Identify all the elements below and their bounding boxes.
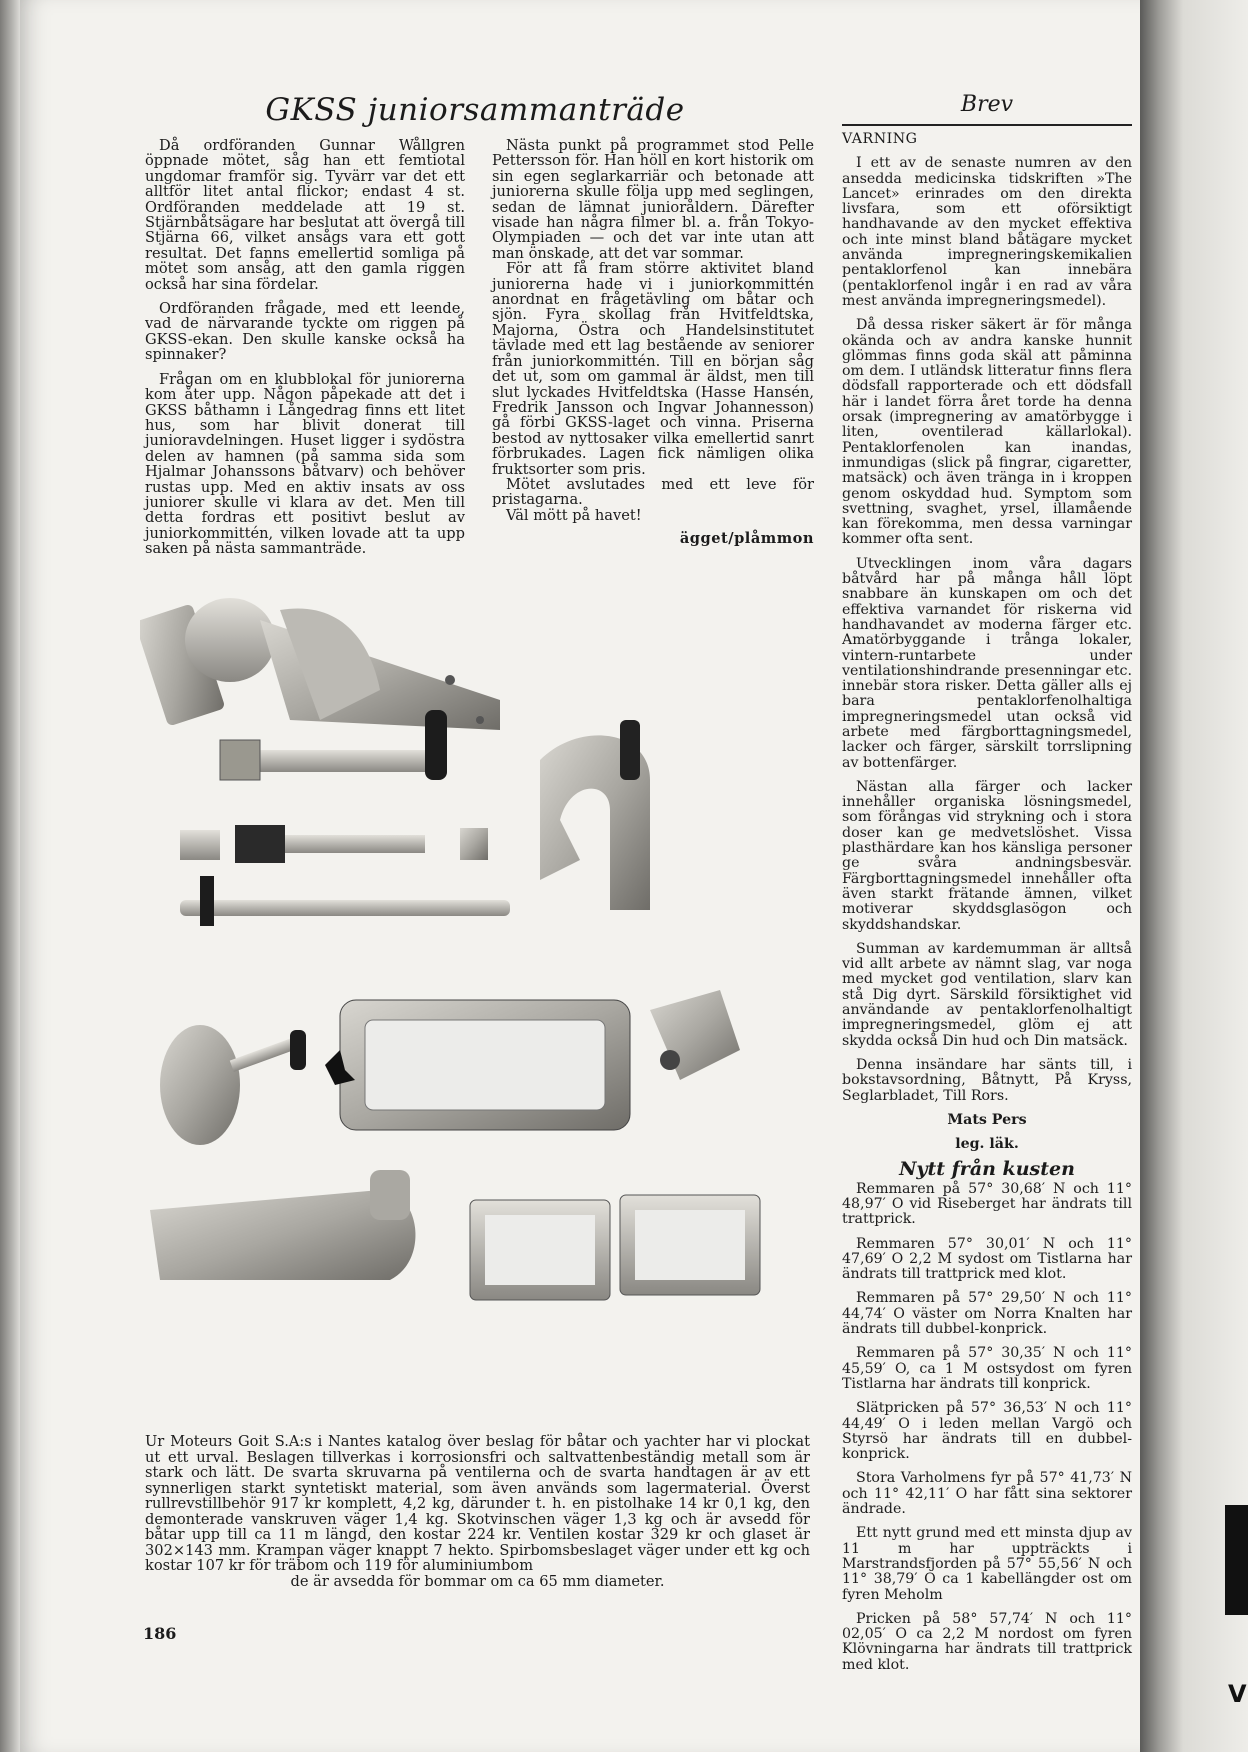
article-paragraph: Frågan om en klubblokal för juniorerna kom åter upp. Någon påpekade att det i GKSS båthamn i Långedrag finns ett litet hus, som har blivit donerat till junioravdelningen. Huset ligger i sydöstra delen av hamnen (på samma sida som Hjalmar Johanssons båtvarv) och behöver rustas upp. Med en aktiv insats av oss juniorer skulle vi klara av det. Men till detta fordras ett positivt beslut av juniorkommittén, vilken lovade att ta upp saken på nästa sammanträde.	[145, 370, 465, 558]
article-paragraph: Då ordföranden Gunnar Wållgren öppnade mötet, såg han ett femtiotal ungdomar framför sig. Tyvärr var det ett alltför litet antal flickor; endast 4 st. Ordföranden meddelade att 19 st. Stjärnbåtsägare har beslutat att övergå till Stjärna 66, vilket ansågs vara ett gott resultat. Det fanns emellertid somliga på mötet som ansåg, att den gamla riggen också har sina fördelar.	[145, 137, 465, 293]
letter-paragraph: Nästan alla färger och lacker innehåller organiska lösningsmedel, som förångas vid strykning och i stora doser kan ge medvetslöshet. Vissa plasthärdare kan hos känsliga personer ge svåra andningsbesvär. Färgborttagningsmedel innehåller ofta även starkt frätande ämnen, vilket motiverar skyddsglasögon och skyddshandskar.	[842, 778, 1132, 933]
small-cleat	[650, 990, 740, 1080]
article-signature: ägget/plåmmon	[679, 530, 814, 548]
ventilator-window	[325, 1000, 630, 1130]
coast-news-item: Remmaren 57° 30,01′ N och 11° 47,69′ O 2,2 M sydost om Tistlarna har ändrats till trattprick med klot.	[842, 1235, 1132, 1283]
article-title: GKSS juniorsammanträde	[265, 92, 685, 128]
hardware-photos	[140, 580, 820, 1410]
coast-news-item: Remmaren på 57° 30,35′ N och 11° 45,59′ O, ca 1 M ostsydost om fyren Tistlarna har ändrats till konprick.	[842, 1345, 1132, 1392]
pistol-hook	[540, 720, 650, 910]
letter-paragraph: Denna insändare har sänts till, i bokstavsordning, Båtnytt, På Kryss, Seglarbladet, Till Rors.	[842, 1056, 1132, 1104]
glass-frames	[470, 1195, 760, 1300]
facing-page-letter: V	[1228, 1680, 1247, 1708]
letter-paragraph: Utvecklingen inom våra dagars båtvård har på många håll löpt snabbare än kunskapen om och det effektiva varnandet för riskerna vid handhavandet av moderna färger etc. Amatörbyggande i trånga lokaler, vintern-runtarbete under ventilationshindrande presenningar etc. innebär stora risker. Detta gäller alls ej bara pentaklorfenolhaltiga impregneringsmedel utan också vid arbete med färgborttagningsmedel, lacker och färger, särskilt torrslipning av bottenfärger.	[842, 555, 1132, 771]
article-column-1	[145, 138, 465, 557]
coast-news-title: Nytt från kusten	[899, 1158, 1075, 1181]
letters-title-rule	[842, 124, 1132, 126]
disassembled-screw	[180, 825, 510, 926]
letter-paragraph: I ett av de senaste numren av den ansedda medicinska tidskriften »The Lancet» erinrades om den direkta livsfara, som ett oförsiktigt handhavande av den mycket effektiva och inte minst bland båtägare mycket använda impregneringskemikalien pentaklorfenol kan innebära (pentaklorfenol ingår i en rad av våra mest använda impregneringsmedel).	[842, 155, 1132, 309]
article-paragraph: Nästa punkt på programmet stod Pelle Pettersson för. Han höll en kort historik om sin egen seglarkarriär och betonade att juniorerna skulle följa upp med seglingen, sedan de lämnat junioråldern. Därefter visade han några filmer bl. a. från Tokyo-Olympiaden — och det var inte utan att man önskade, att det var sommar.	[492, 137, 814, 262]
hardware-illustration	[140, 580, 820, 1410]
photo-caption	[145, 1434, 810, 1589]
coast-news-item: Pricken på 58° 57,74′ N och 11° 02,05′ O ca 2,2 M nordost om fyren Klövningarna har ändrats till trattprick med klot.	[842, 1610, 1132, 1673]
article-paragraph: Ordföranden frågade, med ett leende, vad de närvarande tyckte om riggen på GKSS-ekan. Den skulle kanske också ha spinnaker?	[145, 300, 465, 364]
letters-section-title: Brev	[960, 92, 1014, 117]
facing-page-black-mark	[1225, 1505, 1248, 1615]
caption-text: Ur Moteurs Goit S.A:s i Nantes katalog över beslag för båtar och yachter har vi plockat ut ett urval. Beslagen tillverkas i korrosionsfri och saltvattenbeständig metall som är stark och lätt. De svarta skruvarna på ventilerna och de svarta handtagen är av ett synnerligen starkt syntetiskt material, som även används som lagermaterial. Överst rullrevstillbehör 917 kr komplett, 4,2 kg, därunder t. h. en pistolhake 14 kr 0,1 kg, den demonterade vanskruven väger 1,4 kg. Skotvinschen väger 1,3 kg och är avsedd för båtar upp till ca 11 m längd, den kostar 224 kr. Ventilen kostar 329 kr och glaset är 302×143 mm. Krampan väger knappt 7 hekto. Spirbomsbeslaget väger under ett kg och kostar 107 kr för träbom och 119 för aluminiumbom	[145, 1433, 810, 1574]
coast-news-item: Remmaren på 57° 30,68′ N och 11° 48,97′ O vid Riseberget har ändrats till trattprick.	[842, 1180, 1132, 1228]
article-column-2	[492, 138, 814, 547]
book-spine-right	[1140, 0, 1248, 1752]
article-paragraph: Mötet avslutades med ett leve för pristagarna.	[492, 475, 814, 509]
coast-news-item: Ett nytt grund med ett minsta djup av 11 m har uppträckts i Marstrandsfjorden på 57° 55,56′ N och 11° 38,79′ O ca 1 kabellängder ost om fyren Meholm	[842, 1525, 1132, 1603]
coast-news-item: Remmaren på 57° 29,50′ N och 11° 44,74′ O väster om Norra Knalten har ändrats till dubbel-konprick.	[842, 1290, 1132, 1338]
coast-news-item: Stora Varholmens fyr på 57° 41,73′ N och 11° 42,11′ O har fått sina sektorer ändrade.	[842, 1470, 1132, 1518]
caption-last-line: de är avsedda för bommar om ca 65 mm diameter.	[290, 1572, 665, 1590]
coast-news-item: Slätpricken på 57° 36,53′ N och 11° 44,49′ O i leden mellan Vargö och Styrsö har ändrats till en dubbel-konprick.	[842, 1400, 1132, 1463]
spinnaker-boom-fitting	[150, 1170, 415, 1280]
sheet-winch	[160, 1025, 306, 1145]
letter-paragraph: Summan av kardemumman är alltså vid allt arbete av nämnt slag, var noga med mycket god ventilation, slarv kan stå Dig dyrt. Särskild försiktighet vid användande av pentaklorfenolhaltigt impregneringsmedel, glöm ej att skydda också Din hud och Din matsäck.	[842, 940, 1132, 1049]
article-paragraph: För att få fram större aktivitet bland juniorerna hade vi i juniorkommittén anordnat en frågetävling om båtar och sjön. Fyra skollag från Hvitfeldtska, Majorna, Östra och Handelsinstitutet tävlade med ett lag bestående av seniorer från juniorkommittén. Till en början såg det ut, som om gammal är äldst, men till slut lyckades Hvitfeldtska (Hasse Hansén, Fredrik Jansson och Ingvar Johannesson) gå förbi GKSS-laget och vinna. Priserna bestod av nyttosaker vilka emellertid sanrt förbrukades. Lagen fick nämligen olika fruktsorter som pris.	[492, 260, 814, 478]
roller-reefing-gear	[140, 598, 500, 730]
letter-signature-name: Mats Pers	[947, 1111, 1027, 1128]
letters-column	[842, 132, 1132, 1673]
letter-signature-title: leg. läk.	[955, 1136, 1019, 1153]
page-number: 186	[143, 1624, 177, 1643]
book-gutter-left	[0, 0, 22, 1752]
article-paragraph: Väl mött på havet!	[506, 506, 642, 524]
letter-heading: VARNING	[842, 131, 918, 147]
letter-paragraph: Då dessa risker säkert är för många okända och av andra kanske hunnit glömmas finns goda skäl att påminna om dem. I utländsk litteratur finns flera dödsfall rapporterade och ett dödsfall här i landet förra året torde ha denna orsak (impregnering av amatörbygge i liten, oventilerad källarlokal). Pentaklorfenolen kan inandas, inmundigas (slick på fingrar, cigaretter, matsäck) och även tränga in i kroppen genom oskyddad hud. Symptom som svettning, svaghet, yrsel, illamående kan förekomma, men dessa varningar kommer ofta sent.	[842, 317, 1132, 548]
